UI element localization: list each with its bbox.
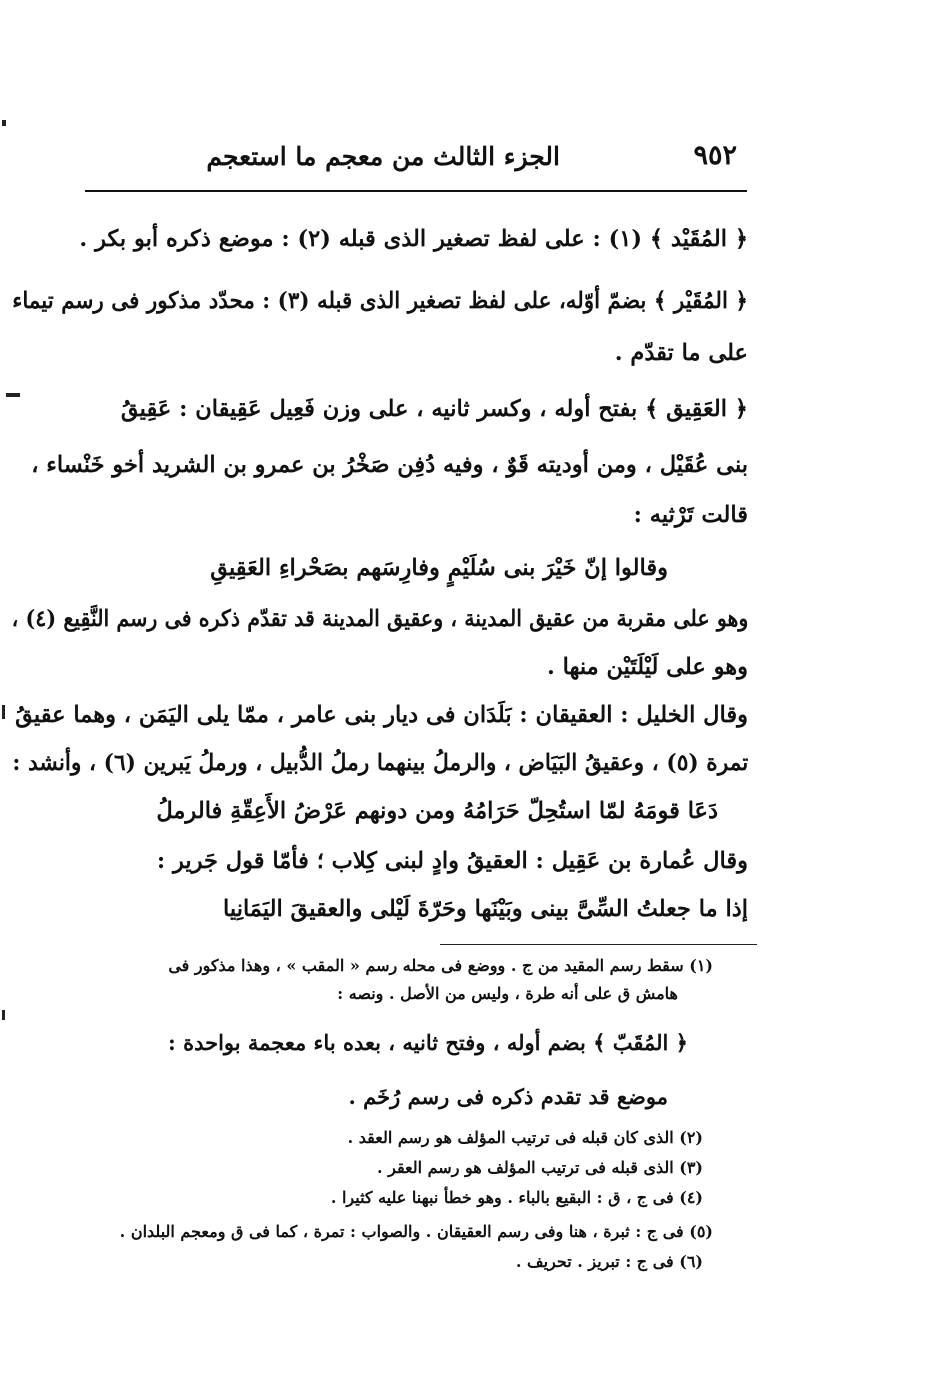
text-line: وقال عُمارة بن عَقِيل : العقيقُ وادٍ لبنى كِلاب ؛ فأمّا قول جَرير :: [156, 848, 748, 874]
verse-line: إذا ما جعلتُ السِّىَّ بينى وبَيْنَها وحَرّةَ لَيْلى والعقيقَ اليَمَانِيا: [223, 896, 748, 922]
text-line: على ما تقدّم .: [614, 340, 748, 366]
text-line: وقال الخليل : العقيقان : بَلَدَان فى ديار بنى عامر ، ممّا يلى اليَمَن ، وهما عقيقُ: [15, 702, 748, 728]
header-rule: [85, 190, 747, 192]
footnote-4: (٤) فى ج ، ق : البقيع بالباء . وهو خطأ نبهنا عليه كثيرا .: [330, 1188, 703, 1207]
text-line: وهو على مقربة من عقيق المدينة ، وعقيق المدينة قد تقدّم ذكره فى رسم النَّقِيع (٤) ،: [11, 606, 749, 632]
footnote-rule: [440, 944, 757, 945]
entry-muqayr: ﴿ المُقَيْر ﴾ بضمّ أوّله، على لفظ تصغير الذى قبله (٣) : محدّد مذكور فى رسم تيماء: [12, 288, 748, 314]
entry-muqayd: ﴿ المُقَيْد ﴾ (١) : على لفظ تصغير الذى قبله (٢) : موضع ذكره أبو بكر .: [79, 226, 748, 252]
footnote-1-quote-cont: موضع قد تقدم ذكره فى رسم رُخَم .: [348, 1084, 668, 1109]
text-line: قالت تَرْثيه :: [633, 502, 748, 528]
footnote-3: (٣) الذى قبله فى ترتيب المؤلف هو رسم العقر .: [376, 1158, 703, 1177]
entry-aqiq: ﴿ العَقِيق ﴾ بفتح أوله ، وكسر ثانيه ، على وزن فَعِيل عَقِيقان : عَقِيقُ: [120, 396, 748, 422]
scan-mark: [2, 705, 5, 719]
scan-mark: [2, 120, 6, 126]
text-line: تمرة (٥) ، وعقيقُ البَيَاض ، والرملُ بينهما رملُ الدُّبيل ، ورملُ يَبرين (٦) ، وأنشد :: [11, 750, 748, 776]
footnote-2: (٢) الذى كان قبله فى ترتيب المؤلف هو رسم العقد .: [347, 1128, 703, 1147]
verse-line: وقالوا إنّ خَيْرَ بنى سُلَيْمٍ وفارِسَهم بصَحْراءِ العَقِيقِ: [210, 555, 668, 581]
running-header: [85, 136, 745, 188]
footnote-6: (٦) فى ج : تبريز . تحريف .: [515, 1252, 703, 1271]
footnote-1: (١) سقط رسم المقيد من ج . ووضع فى محله رسم « المقب » ، وهذا مذكور فى: [168, 956, 713, 975]
text-line: بنى عُقَيْل ، ومن أوديته قَوٌ ، وفيه دُفِن صَخْرُ بن عمرو بن الشريد أخو خَنْساء ،: [31, 452, 748, 478]
text-line: وهو على لَيْلَتَيْن منها .: [546, 654, 748, 680]
page-number: ٩٥٢: [693, 140, 737, 171]
footnote-1-cont: هامش ق على أنه طرة ، وليس من الأصل . ونصه :: [337, 984, 678, 1003]
footnote-5: (٥) فى ج : ثبرة ، هنا وفى رسم العقيقان . والصواب : تمرة ، كما فى ق ومعجم البلدان .: [119, 1222, 713, 1241]
scan-mark: [6, 393, 20, 397]
running-title: الجزء الثالث من معجم ما استعجم: [206, 142, 560, 171]
scan-mark: [2, 1010, 5, 1020]
verse-line: دَعَا قومَهُ لمّا استُحِلّ حَرَامُهُ ومن دونهم عَرْضُ الأَعِقّةِ فالرملُ: [156, 798, 718, 824]
footnote-1-quote: ﴿ المُقَبّ ﴾ بضم أوله ، وفتح ثانيه ، بعده باء معجمة بواحدة :: [168, 1030, 688, 1055]
